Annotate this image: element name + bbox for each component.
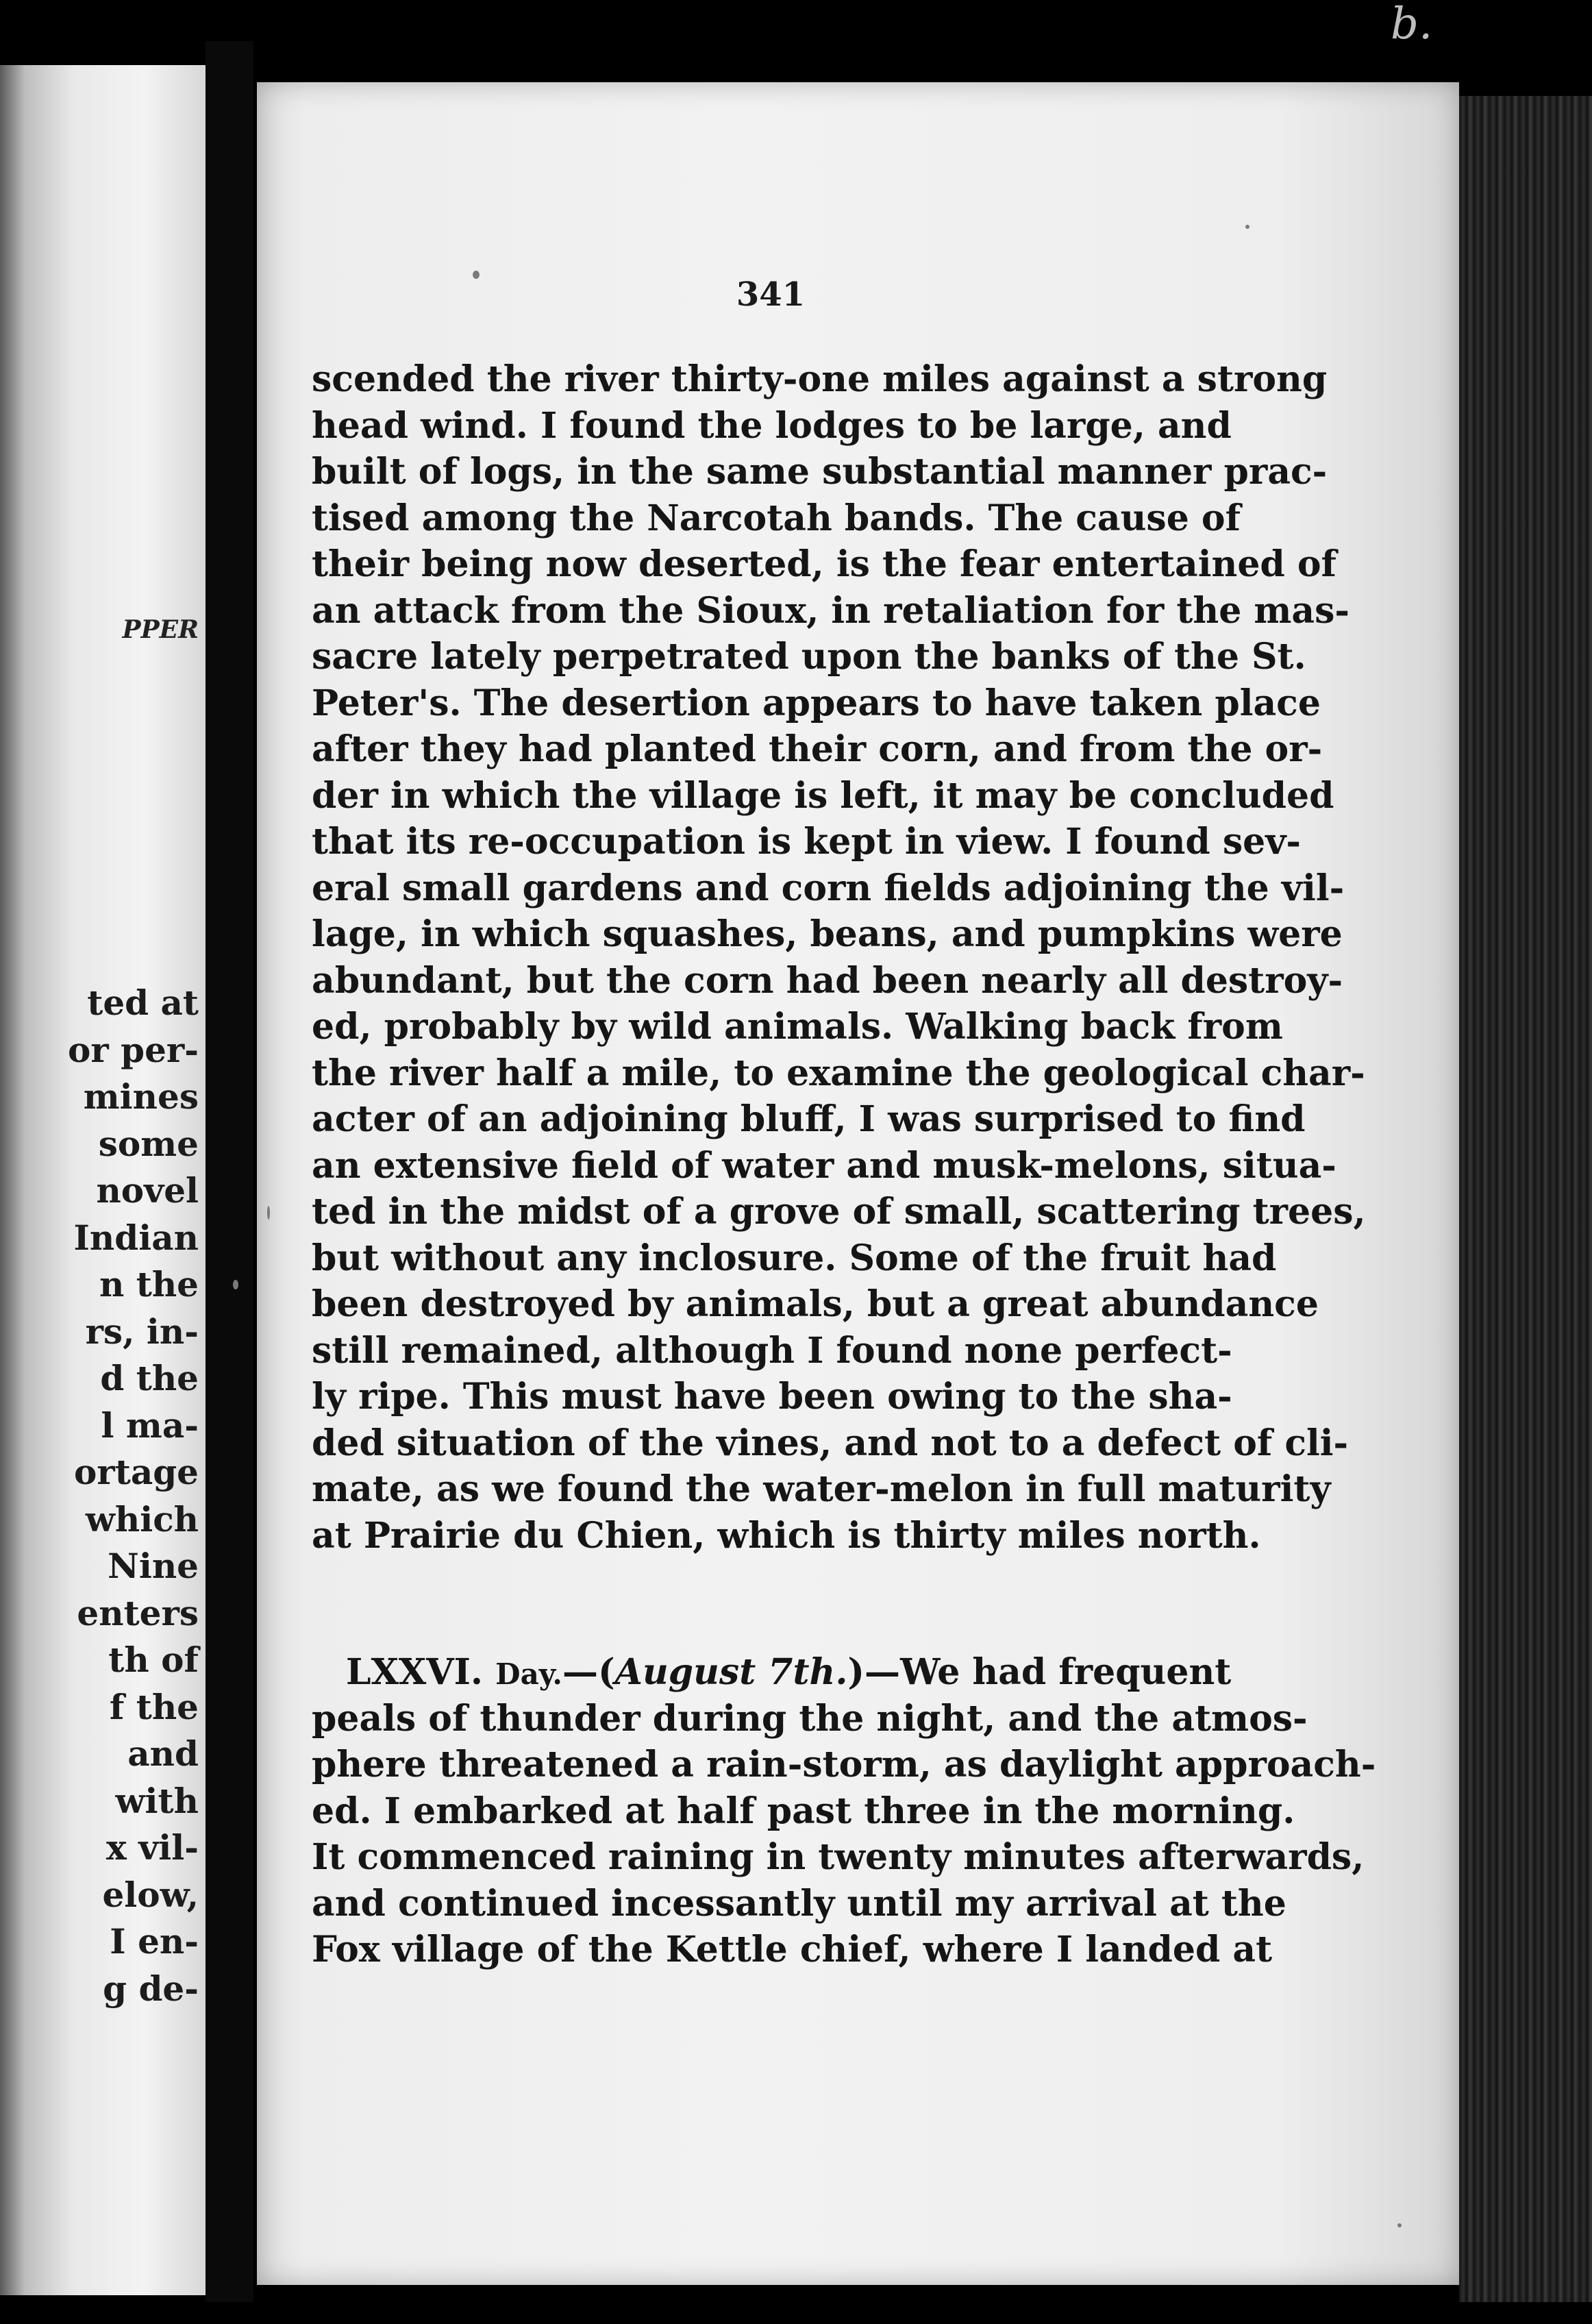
- scan-speck: [233, 1280, 238, 1289]
- scan-speck: [1397, 2223, 1402, 2227]
- left-fragment-line: with: [115, 1780, 199, 1821]
- book-gutter: [206, 41, 253, 2302]
- paragraph-2: [312, 1649, 1376, 1973]
- text-line: still remained, although I found none perfect-: [312, 1329, 1232, 1372]
- text-line: head wind. I found the lodges to be large, and: [312, 404, 1232, 447]
- text-line: tised among the Narcotah bands. The cause of: [312, 497, 1241, 539]
- left-fragment-line: g de-: [103, 1968, 199, 2009]
- text-line: acter of an adjoining bluff, I was surprised to find: [312, 1098, 1306, 1140]
- left-fragment-line: Nine: [108, 1546, 199, 1586]
- day-label: Day.: [495, 1657, 562, 1691]
- scan-speck: [267, 1206, 270, 1220]
- left-fragment-line: x vil-: [105, 1827, 199, 1868]
- text-line: ded situation of the vines, and not to a defect of cli-: [312, 1422, 1349, 1464]
- left-fragment-line: mines: [83, 1076, 199, 1117]
- text-line: abundant, but the corn had been nearly all destroy-: [312, 959, 1343, 1002]
- text-line: after they had planted their corn, and from the or-: [312, 728, 1323, 770]
- paragraph-1: [312, 356, 1366, 1559]
- corner-pencil-mark: b.: [1391, 0, 1433, 49]
- left-fragment-line: Indian: [73, 1217, 199, 1258]
- left-fragment-line: and: [127, 1733, 199, 1774]
- text-line: been destroyed by animals, but a great abundance: [312, 1283, 1319, 1325]
- page-number: 341: [736, 275, 806, 314]
- text-line: ed. I embarked at half past three in the morning.: [312, 1790, 1295, 1832]
- day-heading-line: LXXVI. Day.—(August 7th.)—We had frequent: [346, 1651, 1232, 1693]
- text-line: mate, as we found the water-melon in full maturity: [312, 1468, 1331, 1510]
- text-line: ted in the midst of a grove of small, scattering trees,: [312, 1191, 1366, 1233]
- left-page-smudged-header: PPER: [122, 615, 199, 644]
- book-page-edges: [1459, 96, 1592, 2302]
- text-line: scended the river thirty-one miles against a strong: [312, 358, 1328, 400]
- left-fragment-line: l ma-: [101, 1405, 199, 1446]
- text-line: an attack from the Sioux, in retaliation for the mas-: [312, 589, 1350, 632]
- left-fragment-line: which: [85, 1498, 199, 1540]
- left-fragment-line: I en-: [110, 1921, 199, 1962]
- left-fragment-line: enters: [77, 1592, 199, 1633]
- left-page-text-fragments: [0, 980, 206, 2012]
- left-fragment-line: ted at: [87, 982, 199, 1023]
- text-line: sacre lately perpetrated upon the banks of the St.: [312, 636, 1306, 678]
- left-fragment-line: ortage: [74, 1452, 199, 1492]
- text-line: built of logs, in the same substantial manner prac-: [312, 451, 1328, 493]
- text-line: Fox village of the Kettle chief, where I landed at: [312, 1929, 1273, 1970]
- left-fragment-line: elow,: [102, 1874, 199, 1915]
- left-fragment-line: th of: [108, 1640, 199, 1680]
- text-line: eral small gardens and corn fields adjoining the vil-: [312, 867, 1345, 909]
- text-line: that its re-occupation is kept in view. I found sev-: [312, 821, 1301, 863]
- text-line: lage, in which squashes, beans, and pumpkins were: [312, 913, 1343, 955]
- day-date: August 7th.: [614, 1651, 848, 1693]
- text-line: Peter's. The desertion appears to have taken place: [312, 682, 1321, 724]
- facing-page-left: [0, 65, 206, 2295]
- text-line: ed, probably by wild animals. Walking back from: [312, 1006, 1283, 1048]
- text-line: their being now deserted, is the fear entertained of: [312, 543, 1336, 585]
- body-text: [312, 356, 1376, 1973]
- text-line-rest: We had frequent: [900, 1651, 1232, 1693]
- day-number: LXXVI.: [346, 1651, 484, 1693]
- scan-speck: [1245, 225, 1249, 229]
- left-fragment-line: novel: [96, 1170, 199, 1211]
- text-line: peals of thunder during the night, and the atmos-: [312, 1697, 1308, 1740]
- left-fragment-line: rs, in-: [85, 1311, 199, 1352]
- text-line: the river half a mile, to examine the geological char-: [312, 1052, 1365, 1094]
- scan-speck: [473, 271, 480, 279]
- text-line: an extensive field of water and musk-melons, situa-: [312, 1144, 1336, 1187]
- left-fragment-line: d the: [100, 1358, 199, 1398]
- text-line: ly ripe. This must have been owing to the sha-: [312, 1376, 1232, 1418]
- text-line: It commenced raining in twenty minutes afterwards,: [312, 1836, 1365, 1878]
- left-fragment-line: f the: [109, 1686, 199, 1727]
- left-fragment-line: some: [98, 1123, 199, 1164]
- left-fragment-line: or per-: [68, 1029, 199, 1070]
- text-line: phere threatened a rain-storm, as daylight approach-: [312, 1744, 1376, 1785]
- text-line: at Prairie du Chien, which is thirty miles north.: [312, 1514, 1261, 1557]
- text-line: but without any inclosure. Some of the fruit had: [312, 1237, 1277, 1279]
- left-page-bleed-through: [27, 373, 199, 653]
- text-line: der in which the village is left, it may be concluded: [312, 774, 1334, 817]
- text-line: and continued incessantly until my arrival at the: [312, 1882, 1286, 1925]
- left-fragment-line: n the: [99, 1264, 199, 1305]
